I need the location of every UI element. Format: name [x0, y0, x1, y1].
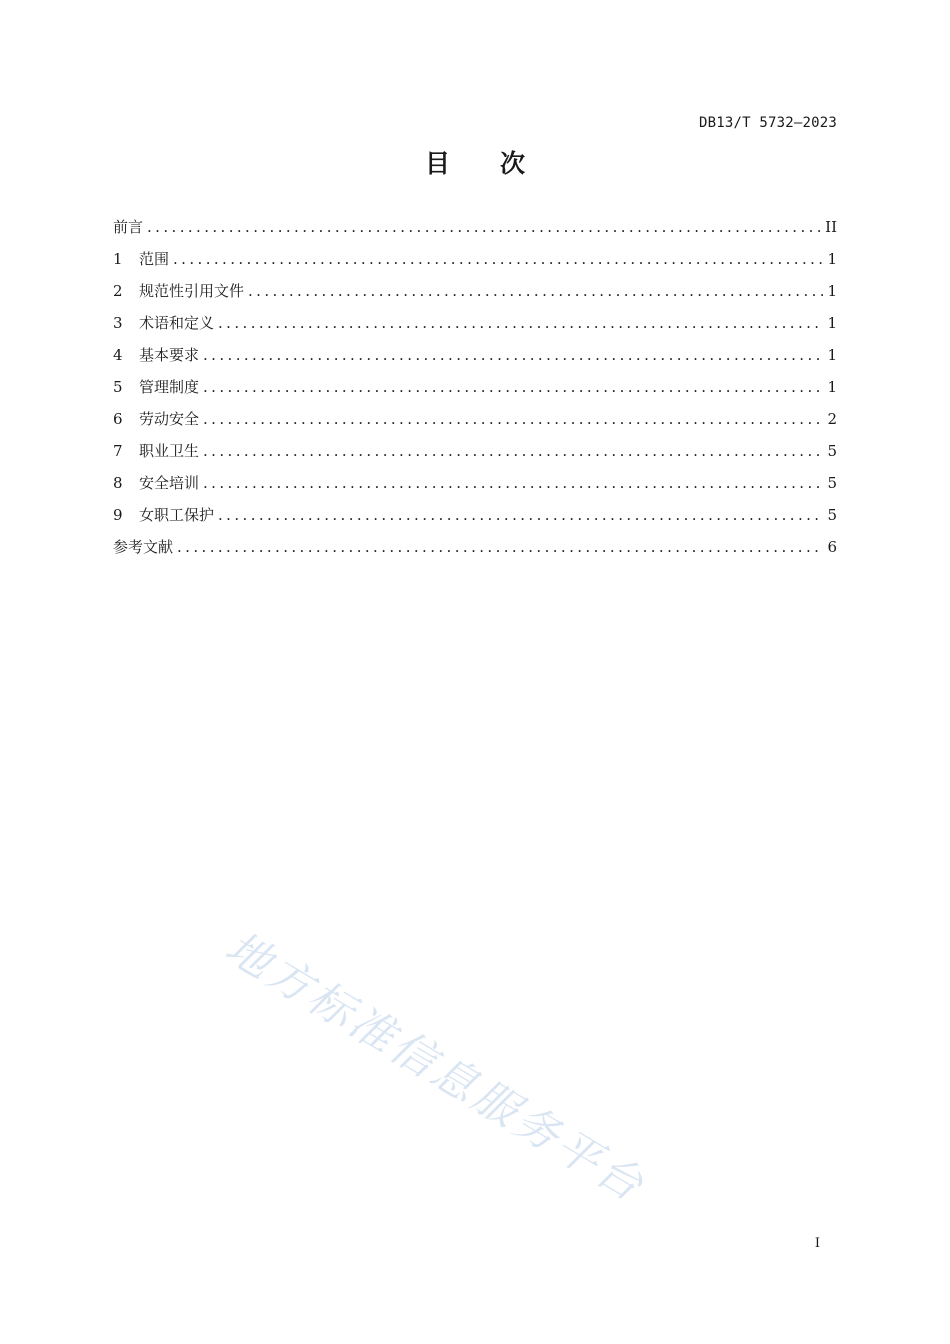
toc-entry-occupational-health[interactable] — [113, 439, 837, 471]
toc-entry-label: 参考文献 — [113, 538, 174, 556]
toc-entry-foreword[interactable] — [113, 215, 837, 247]
toc-entry-page: 1 — [827, 314, 837, 332]
toc-entry-page: 5 — [827, 474, 837, 492]
document-code: DB13/T 5732—2023 — [698, 115, 837, 131]
toc-entry-label: 术语和定义 — [139, 314, 215, 332]
toc-leader-dots — [203, 375, 823, 399]
toc-entry-scope[interactable] — [113, 247, 837, 279]
toc-leader-dots — [177, 535, 823, 559]
toc-entry-number: 9 — [113, 506, 123, 524]
toc-entry-safety-training[interactable] — [113, 471, 837, 503]
toc-entry-page: 2 — [827, 410, 837, 428]
toc-entry-number: 1 — [113, 250, 123, 268]
toc-entry-page: 1 — [827, 346, 837, 364]
toc-leader-dots — [203, 439, 823, 463]
toc-entry-normative-references[interactable] — [113, 279, 837, 311]
toc-entry-bibliography[interactable] — [113, 535, 837, 567]
toc-entry-page: 1 — [827, 378, 837, 396]
toc-entry-number: 6 — [113, 410, 123, 428]
toc-leader-dots — [203, 407, 823, 431]
watermark-text: 地方标准信息服务平台 — [216, 921, 655, 1213]
toc-entry-labor-safety[interactable] — [113, 407, 837, 439]
toc-entry-page: II — [825, 218, 837, 236]
toc-entry-page: 5 — [827, 442, 837, 460]
toc-entry-label: 前言 — [113, 218, 144, 236]
toc-entry-page: 1 — [827, 250, 837, 268]
toc-entry-page: 1 — [827, 282, 837, 300]
toc-entry-number: 2 — [113, 282, 123, 300]
toc-entry-label: 基本要求 — [139, 346, 200, 364]
toc-leader-dots — [147, 215, 821, 239]
toc-entry-number: 8 — [113, 474, 123, 492]
toc-leader-dots — [203, 343, 823, 367]
toc-entry-terms-definitions[interactable] — [113, 311, 837, 343]
toc-leader-dots — [218, 503, 823, 527]
page-number: I — [814, 1236, 820, 1251]
toc-leader-dots — [248, 279, 823, 303]
table-of-contents — [113, 215, 837, 567]
toc-entry-management-system[interactable] — [113, 375, 837, 407]
toc-leader-dots — [203, 471, 823, 495]
toc-entry-number: 5 — [113, 378, 123, 396]
toc-entry-label: 管理制度 — [139, 378, 200, 396]
toc-leader-dots — [218, 311, 823, 335]
toc-entry-female-worker-protection[interactable] — [113, 503, 837, 535]
toc-entry-label: 职业卫生 — [139, 442, 200, 460]
toc-title: 目次 — [424, 149, 575, 178]
toc-entry-label: 劳动安全 — [139, 410, 200, 428]
toc-entry-label: 规范性引用文件 — [139, 282, 245, 300]
toc-entry-number: 4 — [113, 346, 123, 364]
toc-entry-label: 安全培训 — [139, 474, 200, 492]
toc-entry-label: 女职工保护 — [139, 506, 215, 524]
toc-entry-basic-requirements[interactable] — [113, 343, 837, 375]
toc-entry-number: 7 — [113, 442, 123, 460]
toc-leader-dots — [173, 247, 823, 271]
toc-entry-number: 3 — [113, 314, 123, 332]
toc-entry-page: 5 — [827, 506, 837, 524]
toc-entry-page: 6 — [827, 538, 837, 556]
toc-entry-label: 范围 — [139, 250, 170, 268]
